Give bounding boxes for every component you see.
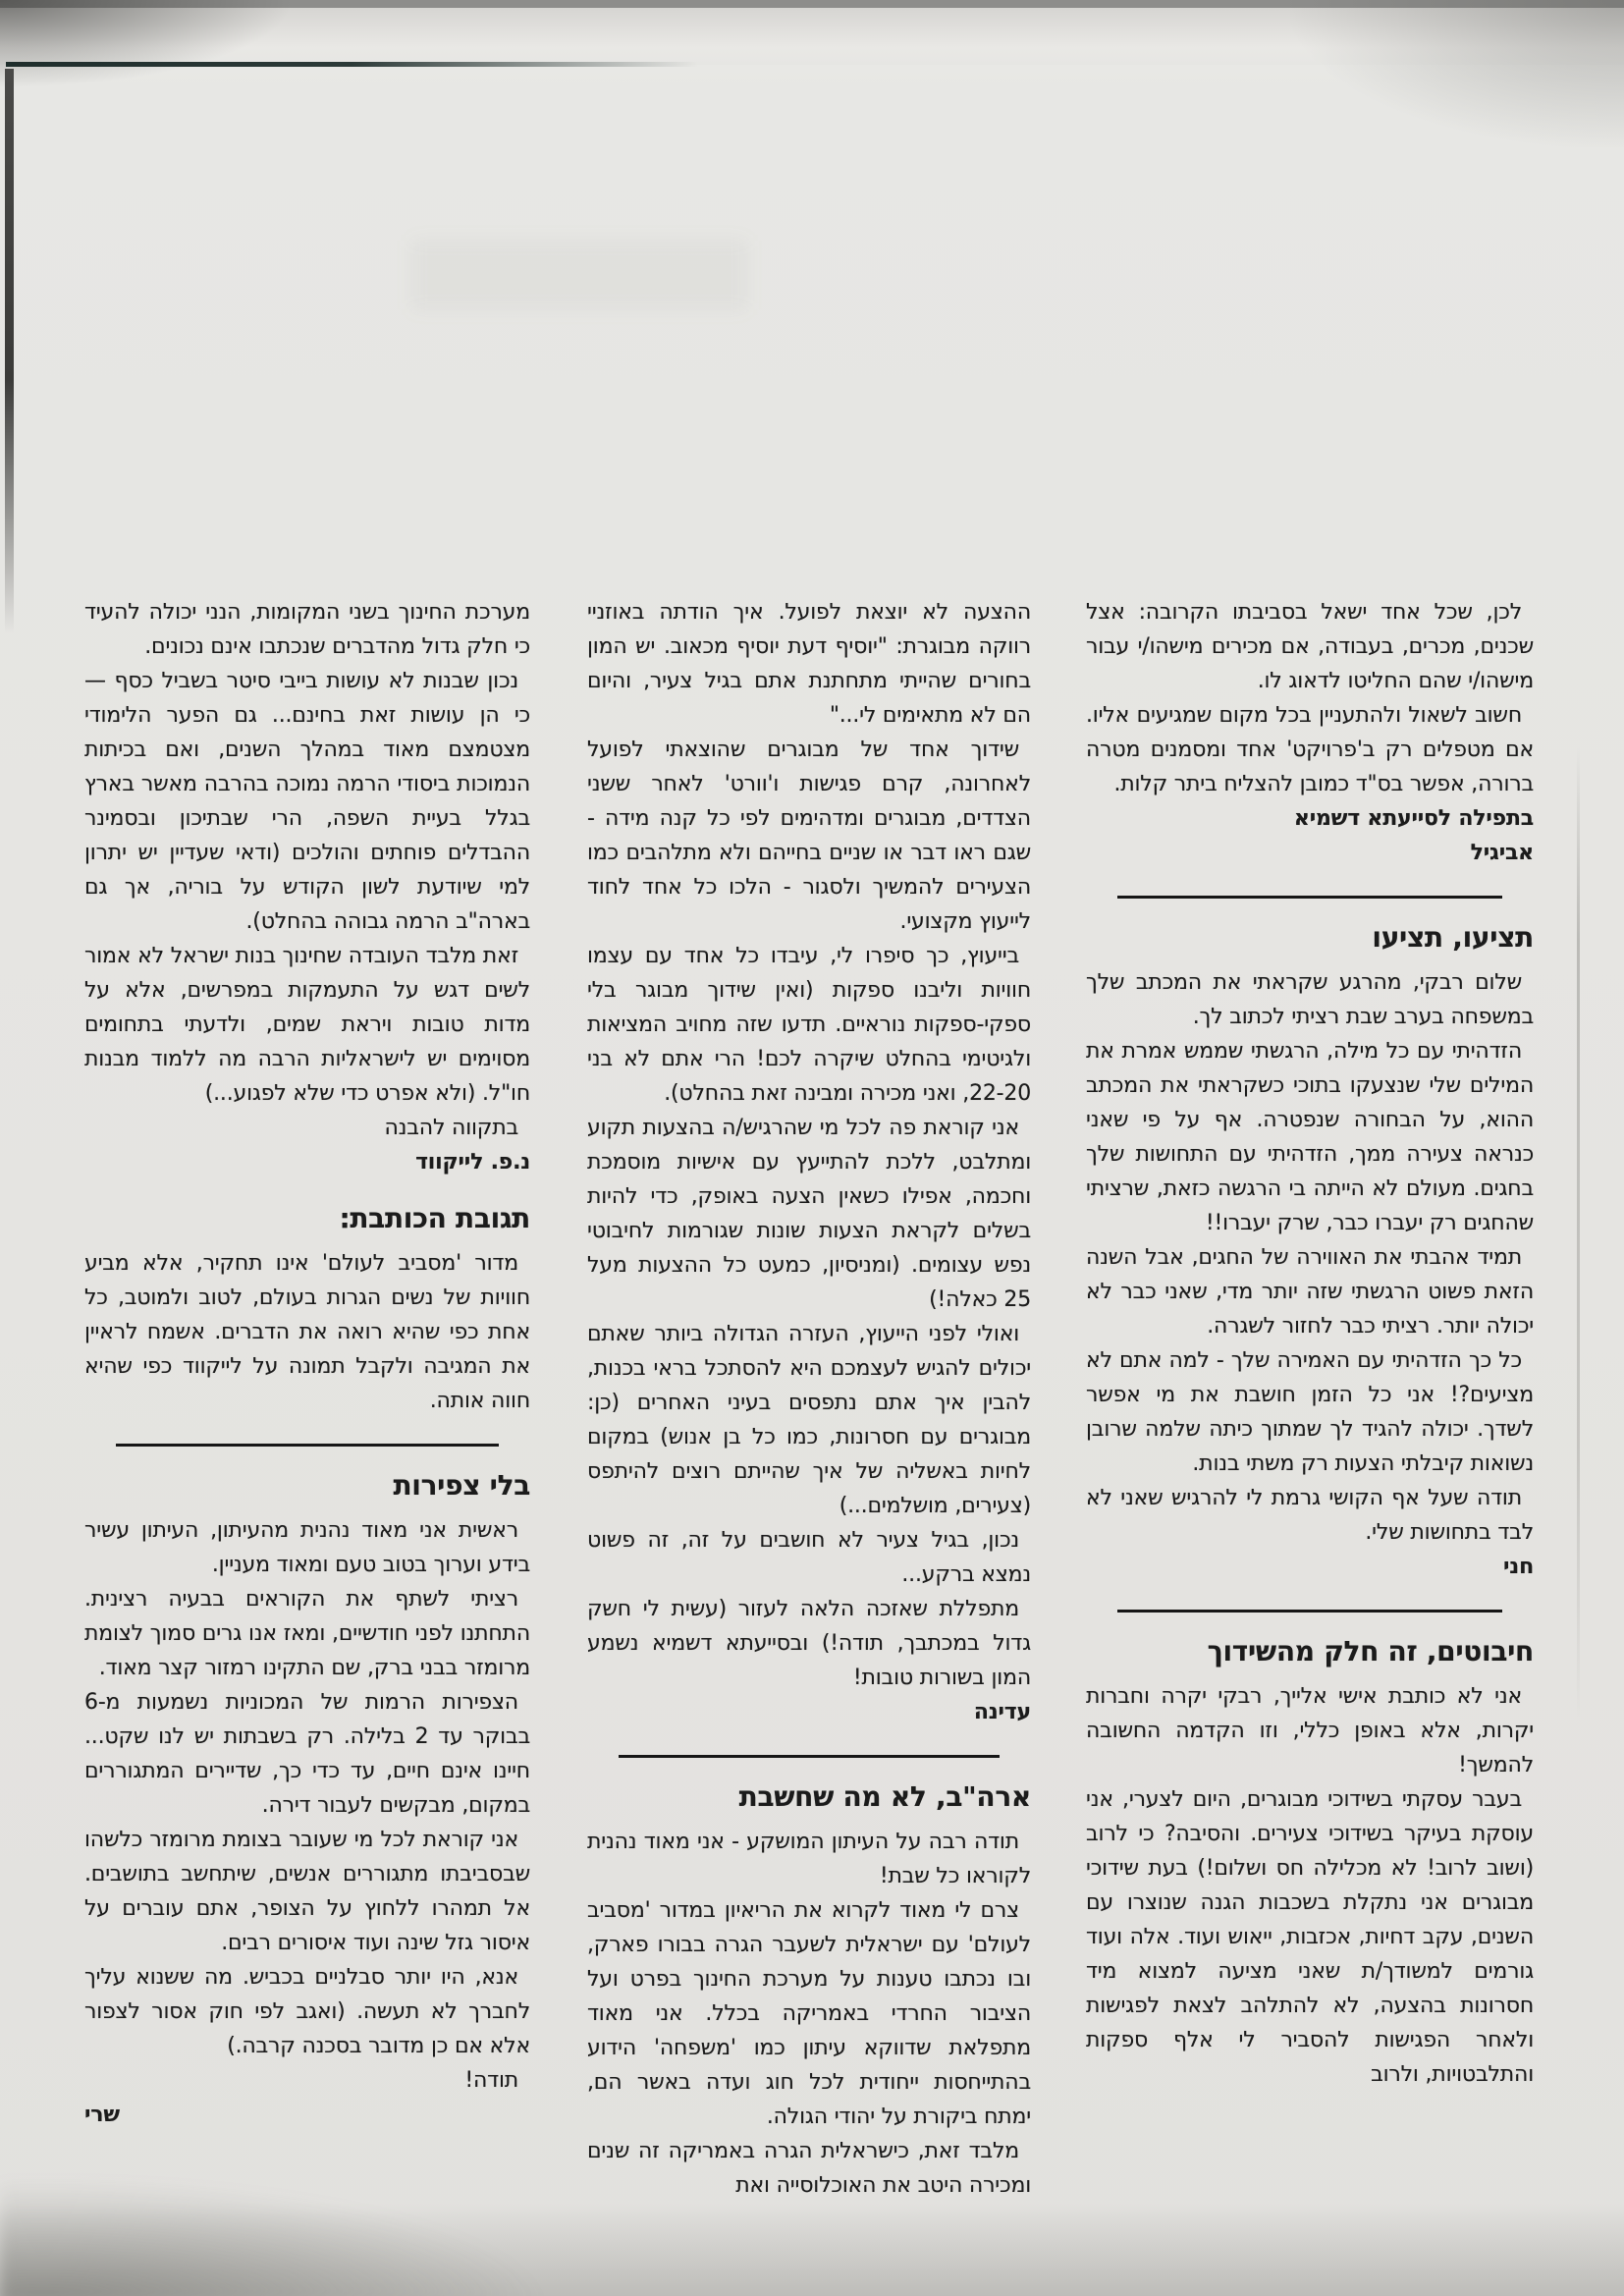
letter-signature: עדינה: [973, 1700, 1031, 1724]
letter-paragraph: הצפירות הרמות של המכוניות נשמעות מ-6 בבוקר עד 2 בלילה. רק בשבתות יש לנו שקט... חיינו אינם חיים, עד כדי כך, שדיירים המתגוררים במקום, מבקשים לעבור דירה.: [84, 1690, 530, 1818]
letter-paragraph: כל כך הזדהיתי עם האמירה שלך - למה אתם לא מציעים?! אני כל הזמן חושבת את מי אפשר לשדך. יכולה להגיד לך שמתוך כיתה שלמה שרובן נשואות קיבלתי הצעות רק משתי בנות.: [1086, 1348, 1534, 1476]
scan-corner-shadow-left: [0, 0, 295, 88]
letter-paragraph: אני לא כותבת אישי אלייך, רבקי יקרה וחברות יקרות, אלא באופן כללי, וזו הקדמה החשובה להמשך!: [1086, 1684, 1534, 1777]
section-divider: [116, 1444, 499, 1447]
letter-paragraph: בייעוץ, כך סיפרו לי, עיבדו כל אחד עם עצמו חוויות וליבנו ספקות (ואין שידוך מבוגר בלי ספקי-ספקות נוראיים. תדעו שזה מחויב המציאות ולגיטימי בהחלט שיקרה לכם! הרי אתם לא בני 22-20, ואני מכירה ומבינה זאת בהחלט).: [587, 944, 1031, 1106]
letter-heading: תגובת הכותבת:: [339, 1202, 530, 1234]
letter-paragraph: בעבר עסקתי בשידוכי מבוגרים, היום לצערי, אני עוסקת בעיקר בשידוכי צעירים. והסיבה? כי לרוב (ושוב לרוב! לא מכלילה חס ושלום!) בעת שידוכי מבוגרים אני נתקלת בשכבות הגנה שנוצרו עם השנים, עקב דחיות, אכזבות, ייאוש ועוד. אלה ועוד גורמים למשודך/ת שאני מציעה למצוא מיד חסרונות בהצעה, לא להתלהב לצאת לפגישות ולאחר הפגישות להסביר לי אלף ספקות והתלבטויות, ולרוב: [1086, 1787, 1534, 2087]
letter-paragraph: מדור 'מסביב לעולם' אינו תחקיר, אלא מביע חוויות של נשים הגרות בעולם, לטוב ולמוטב, כל אחת כפי שהיא רואה את הדברים. אשמח לראיין את המגיבה ולקבל תמונה על לייקווד כפי שהיא חווה אותה.: [84, 1251, 530, 1413]
letter-paragraph: רציתי לשתף את הקוראים בבעיה רצינית. התחתנו לפני חודשיים, ומאז אנו גרים סמוך לצומת מרומזר בבני ברק, שם התקינו רמזור קצר מאוד.: [84, 1587, 530, 1680]
letter-paragraph: אני קוראת פה לכל מי שהרגיש/ה בהצעות תקוע ומתלבט, ללכת להתייעץ עם אישיות מוסמכת וחכמה, אפילו כשאין הצעה באופק, כדי להיות בשלים לקראת הצעות שונות שגורמות לחיבוטי נפש עצומים. (ומניסיון, כמעט כל ההצעות מעל 25 כאלה!): [587, 1116, 1031, 1312]
letter-paragraph: ראשית אני מאוד נהנית מהעיתון, העיתון עשיר בידע וערוך בטוב טעם ומאוד מעניין.: [84, 1518, 530, 1577]
letter-closing-line: בתקווה להבנה: [384, 1116, 518, 1140]
section-divider: [1117, 1610, 1502, 1613]
letter-paragraph: חשוב לשאול ולהתעניין בכל מקום שמגיעים אליו. אם מטפלים רק ב'פרויקט' אחד ומסמנים מטרה ברורה, אפשר בס"ד כמובן להצליח ביתר קלות.: [1086, 703, 1534, 796]
letter-paragraph: תודה רבה על העיתון המושקע - אני מאוד נהנית לקוראו כל שבת!: [587, 1830, 1031, 1888]
letter-signature: חני: [1503, 1555, 1534, 1579]
column-left: [84, 587, 530, 2290]
letter-signature: שרי: [84, 2103, 120, 2127]
letter-paragraph: תמיד אהבתי את האווירה של החגים, אבל השנה הזאת פשוט הרגשתי שזה יותר מדי, שאני כבר לא יכולה יותר. רציתי כבר לחזור לשגרה.: [1086, 1245, 1534, 1339]
letter-paragraph: צרם לי מאוד לקרוא את הריאיון במדור 'מסביב לעולם' עם ישראלית לשעבר הגרה בבורו פארק, ובו נכתבו טענות על מערכת החינוך בפרט ועל הציבור החרדי באמריקה בכלל. אני מאוד מתפלאת שדווקא עיתון כמו 'משפחה' הידוע בהתייחסות ייחודית לכל חוג ועדה באשר הם, ימתח ביקורת על יהודי הגולה.: [587, 1898, 1031, 2129]
section-divider: [1117, 896, 1502, 899]
letter-paragraph: לכן, שכל אחד ישאל בסביבתו הקרובה: אצל שכנים, מכרים, בעבודה, אם מכירים מישהו/י עבור מישהו/י שהם החליטו לדאוג לו.: [1086, 600, 1534, 693]
letter-paragraph: שלום רבקי, מהרגע שקראתי את המכתב שלך במשפחה בערב שבת רציתי לכתוב לך.: [1086, 970, 1534, 1029]
column-right: [1086, 587, 1534, 2290]
letter-signature: נ.פ. לייקווד: [415, 1150, 530, 1175]
page-top-rule: [6, 62, 698, 67]
letter-paragraph: הזדהיתי עם כל מילה, הרגשתי שממש אמרת את המילים שלי שנצעקו בתוכי כשקראתי את המכתב ההוא, על הבחורה שנפטרה. אף על פי שאני כנראה צעירה ממך, הזדהיתי עם התחושות שלך בחגים. מעולם לא הייתה בי הרגשה כזאת, שרציתי שהחגים רק יעברו כבר, שרק יעברו!!: [1086, 1039, 1534, 1235]
letter-paragraph: מערכת החינוך בשני המקומות, הנני יכולה להעיד כי חלק גדול מהדברים שנכתבו אינם נכונים.: [84, 600, 530, 659]
page-edge-line: [5, 69, 14, 633]
letter-heading: חיבוטים, זה חלק מהשידוך: [1207, 1635, 1534, 1667]
letter-paragraph: נכון, בגיל צעיר לא חושבים על זה, זה פשוט נמצא ברקע...: [587, 1528, 1031, 1587]
letter-closing-line: תודה!: [464, 2068, 518, 2093]
scan-corner-shadow-right: [1290, 0, 1624, 147]
section-divider: [619, 1755, 1001, 1758]
letter-paragraph: זאת מלבד העובדה שחינוך בנות ישראל לא אמור לשים דגש על התעמקות במפרשים, אלא על מדות טובות ויראת שמים, ולדעתי בתחומים מסוימים יש לישראליות הרבה מה ללמוד מבנות חו"ל. (ולא אפרט כדי שלא לפגוע...): [84, 944, 530, 1106]
letter-paragraph: מתפללת שאזכה הלאה לעזור (עשית לי חשק גדול במכתבך, תודה!) ובסייעתא דשמיא נשמע המון בשורות טובות!: [587, 1597, 1031, 1690]
scan-crease-line: [1577, 746, 1580, 1719]
letter-paragraph: ואולי לפני הייעוץ, העזרה הגדולה ביותר שאתם יכולים להגיש לעצמכם היא להסתכל בראי בכנות, להבין איך אתם נתפסים בעיני האחרים (כן: מבוגרים עם חסרונות, כמו כל בן אנוש) במקום לחיות באשליה של איך שהייתם רוצים להיתפס (צעירים, מושלמים...): [587, 1322, 1031, 1518]
letter-paragraph: אנא, היו יותר סבלניים בכביש. מה ששנוא עליך לחברך לא תעשה. (ואגב לפי חוק אסור לצפור אלא אם כן מדובר בסכנה קרבה.): [84, 1965, 530, 2058]
letter-paragraph: שידוך אחד של מבוגרים שהוצאתי לפועל לאחרונה, קרם פגישות ו'וורט' לאחר ששני הצדדים, מבוגרים ומדהימים לפי כל קנה מידה - שגם ראו דבר או שניים בחייהם ולא מתלהבים כמו הצעירים להמשיך ולסגור - הלכו כל אחד לחוד לייעוץ מקצועי.: [587, 738, 1031, 934]
letter-paragraph: מלבד זאת, כישראלית הגרה באמריקה זה שנים ומכירה היטב את האוכלוסייה ואת: [587, 2139, 1031, 2198]
letter-heading: בלי צפירות: [393, 1469, 530, 1502]
letter-paragraph: ההצעה לא יוצאת לפועל. איך הודתה באוזניי רווקה מבוגרת: "יוסיף דעת יוסיף מכאוב. יש המון בחורים שהייתי מתחתנת אתם בגיל צעיר, והיום הם לא מתאימים לי...": [587, 600, 1031, 728]
letter-paragraph: נכון שבנות לא עושות בייבי סיטר בשביל כסף — כי הן עושות זאת בחינם... גם הפער הלימודי מצטמצם מאוד במהלך השנים, ואם בכיתות הנמוכות ביסודי הרמה נמוכה בהרבה מאשר בארץ בגלל בעיית השפה, הרי שבתיכון ובסמינר ההבדלים פוחתים והולכים (ודאי שעדיין יש יתרון למי שיודעת לשון הקודש על בוריה, אך גם בארה"ב הרמה גבוהה בהחלט).: [84, 669, 530, 934]
letter-paragraph: אני קוראת לכל מי שעובר בצומת מרומזר כלשהו שבסביבתו מתגוררים אנשים, שיתחשב בתושבים. אל תמהרו ללחוץ על הצופר, אתם עוברים על איסור גזל שינה ועוד איסורים רבים.: [84, 1828, 530, 1955]
letter-signoff: בתפילה לסייעתא דשמיא: [1293, 806, 1534, 831]
letter-signature: אביגיל: [1470, 841, 1534, 865]
letter-paragraph: תודה שעל אף הקושי גרמת לי להרגיש שאני לא לבד בתחושות שלי.: [1086, 1486, 1534, 1545]
bleed-through-smudge: [412, 241, 746, 309]
letter-heading: ארה"ב, לא מה שחשבת: [738, 1780, 1031, 1813]
column-middle: [587, 587, 1031, 2290]
letter-heading: תציעו, תציעו: [1372, 921, 1534, 954]
